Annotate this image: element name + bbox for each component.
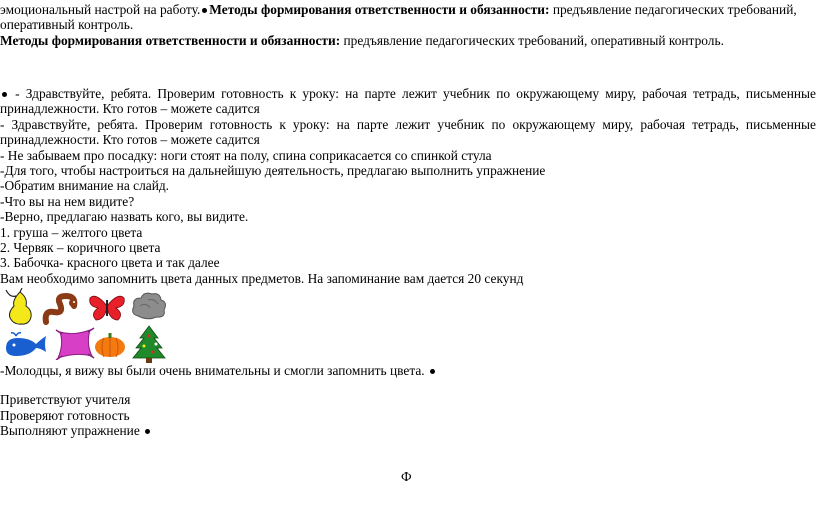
greeting-line-2: принадлежности. Кто готов – можете садится	[0, 101, 260, 116]
tree-icon	[132, 324, 166, 364]
posture-line: - Не забываем про посадку: ноги стоят на полу, спина соприкасается со спинкой стула	[0, 148, 492, 163]
student-action-1: Приветствуют учителя	[0, 392, 131, 407]
greeting-repeat-line-1: - Здравствуйте, ребята. Проверим готовность к уроку: на парте лежит учебник по окружающему миру, рабочая тетрадь, письменные	[0, 117, 816, 132]
pumpkin-icon	[94, 332, 126, 358]
greeting-line-1: - Здравствуйте, ребята. Проверим готовность к уроку: на парте лежит учебник по окружающему миру, рабочая тетрадь, письменные	[0, 86, 816, 101]
question-line: -Что вы на нем видите?	[0, 194, 135, 209]
list-item-1: 1. груша – желтого цвета	[0, 225, 143, 240]
bullet-icon	[430, 369, 435, 374]
header-line-3: Методы формирования ответственности и обязанности: предъявление педагогических требований, оперативный контроль.	[0, 33, 724, 48]
picture-grid	[2, 288, 172, 364]
greeting-repeat-line-2: принадлежности. Кто готов – можете садится	[0, 132, 260, 147]
student-action-2: Проверяют готовность	[0, 408, 130, 423]
memorize-line: Вам необходимо запомнить цвета данных предметов. На запоминание вам дается 20 секунд	[0, 271, 524, 286]
slide-line: -Обратим внимание на слайд.	[0, 178, 170, 193]
bullet-icon	[202, 8, 207, 13]
bullet-icon	[2, 92, 7, 97]
worm-icon	[42, 292, 82, 326]
cloud-icon	[130, 290, 168, 322]
exercise-line: -Для того, чтобы настроиться на дальнейшую деятельность, предлагаю выполнить упражнение	[0, 163, 546, 178]
pillow-icon	[54, 326, 96, 360]
list-item-3: 3. Бабочка- красного цвета и так далее	[0, 255, 220, 270]
name-line: -Верно, предлагаю назвать кого, вы видите.	[0, 209, 249, 224]
list-item-2: 2. Червяк – коричного цвета	[0, 240, 161, 255]
header-line-1: эмоциональный настрой на работу. Методы формирования ответственности и обязанности: предъявление педагогических требований,	[0, 2, 797, 17]
bullet-icon	[145, 429, 150, 434]
whale-icon	[2, 330, 48, 358]
student-action-3: Выполняют упражнение	[0, 423, 152, 438]
page-letter: Ф	[401, 469, 412, 484]
pear-icon	[2, 288, 38, 326]
header-line-2: оперативный контроль.	[0, 17, 134, 32]
praise-line: -Молодцы, я вижу вы были очень внимательны и смогли запомнить цвета.	[0, 363, 437, 378]
butterfly-icon	[88, 292, 126, 322]
